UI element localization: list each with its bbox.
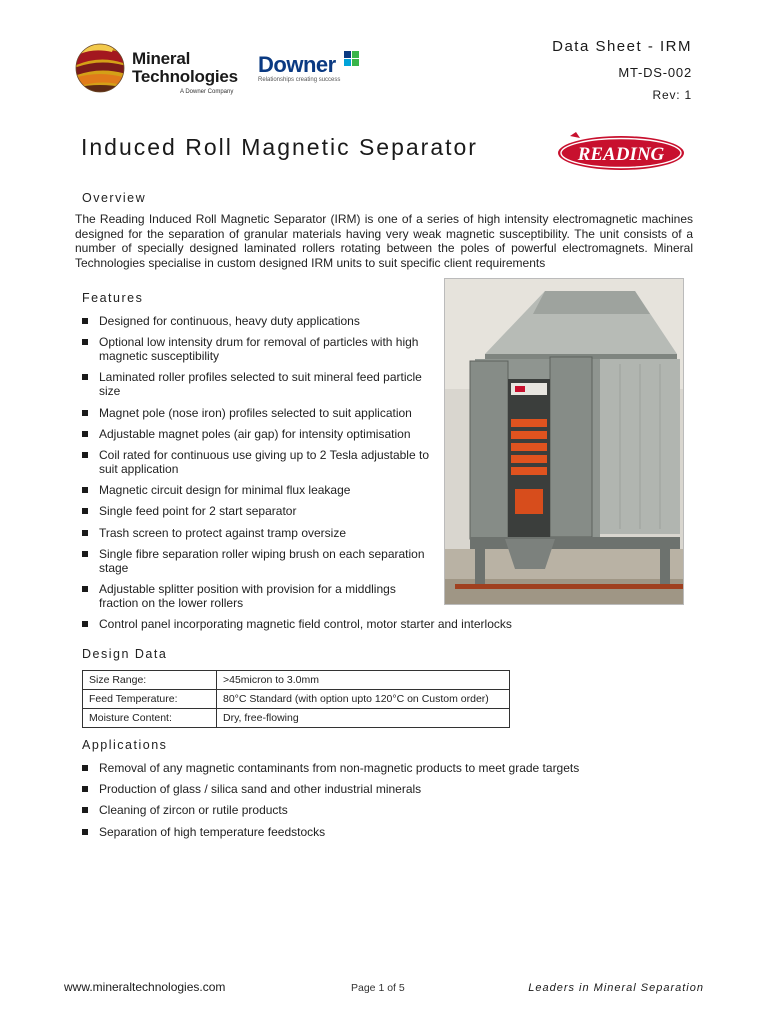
downer-square-icon [352,51,359,58]
table-cell-value: Dry, free-flowing [217,709,510,728]
mineral-technologies-logo [74,42,249,100]
feature-text: Magnet pole (nose iron) profiles selected to suit application [99,405,412,420]
bullet-icon [82,786,88,792]
document-meta [552,38,692,102]
table-cell-label: Moisture Content: [83,709,217,728]
bullet-icon [82,374,88,380]
doc-title: Data Sheet - IRM [552,38,692,55]
list-item [82,406,437,420]
application-text: Separation of high temperature feedstocks [99,824,326,839]
list-item [82,803,682,817]
brand-name-line2: Technologies [132,67,238,86]
table-cell-value: >45micron to 3.0mm [217,671,510,690]
bullet-icon [82,530,88,536]
bullet-icon [82,551,88,557]
page-number: Page 1 of 5 [351,982,405,994]
brand-subtitle: A Downer Company [180,89,234,95]
feature-text: Trash screen to protect against tramp oversize [99,525,346,540]
bullet-icon [82,410,88,416]
table-cell-value: 80°C Standard (with option upto 120°C on Custom order) [217,690,510,709]
downer-square-icon [352,59,359,66]
bullet-icon [82,586,88,592]
feature-text: Single feed point for 2 start separator [99,504,297,519]
list-item [82,825,682,839]
downer-wordmark: Downer [258,52,336,77]
downer-square-icon [344,51,351,58]
applications-heading: Applications [82,738,168,752]
application-text: Cleaning of zircon or rutile products [99,803,288,818]
application-text: Production of glass / silica sand and other industrial minerals [99,782,422,797]
globe-icon [74,42,126,94]
feature-text: Coil rated for continuous use giving up to 2 Tesla adjustable to suit application [99,447,429,476]
bullet-icon [82,621,88,627]
feature-text: Single fibre separation roller wiping brush on each separation stage [99,546,425,575]
application-text: Removal of any magnetic contaminants from non-magnetic products to meet grade targets [99,761,580,775]
bullet-icon [82,452,88,458]
reading-logo-text: READING [577,144,665,165]
bullet-icon [82,765,88,771]
feature-text: Laminated roller profiles selected to suit mineral feed particle size [99,370,422,399]
downer-square-icon [344,59,351,66]
table-row [83,709,510,728]
brand-name-line1: Mineral [132,49,191,68]
list-item [82,617,622,631]
doc-code: MT-DS-002 [618,65,692,80]
separator-machine-image [445,279,684,605]
bullet-icon [82,829,88,835]
list-item [82,504,437,518]
features-list [82,314,512,638]
list-item [82,370,437,398]
list-item [82,483,437,497]
table-cell-label: Size Range: [83,671,217,690]
feature-text: Magnetic circuit design for minimal flux leakage [99,483,351,498]
page-title: Induced Roll Magnetic Separator [81,134,478,160]
bullet-icon [82,508,88,514]
overview-text: The Reading Induced Roll Magnetic Separator (IRM) is one of a series of high intensity electromagnetic machines designed for the separation of granular materials having very weak magnetic susceptibility. The unit consists of a number of specially designed laminated rollers rotating between the poles of powerful electromagnets. Mineral Technologies specialise in custom designed IRM units to suit specific client requirements [75,212,693,270]
website-link[interactable]: www.mineraltechnologies.com [64,980,226,994]
feature-text: Control panel incorporating magnetic field control, motor starter and interlocks [99,617,512,632]
feature-text: Designed for continuous, heavy duty applications [99,314,360,328]
list-item [82,582,437,610]
design-data-heading: Design Data [82,647,168,661]
page-header [0,0,768,110]
feature-text: Optional low intensity drum for removal of particles with high magnetic susceptibility [99,335,419,364]
features-heading: Features [82,291,144,305]
footer-slogan: Leaders in Mineral Separation [528,982,704,994]
machine-photo [444,278,684,605]
table-cell-label: Feed Temperature: [83,690,217,709]
list-item [82,782,682,796]
list-item [82,448,437,476]
list-item [82,427,437,441]
brand-name [132,50,238,86]
downer-logo [258,54,368,94]
table-row [83,671,510,690]
bullet-icon [82,318,88,324]
downer-tagline: Relationships creating success [258,77,341,83]
bullet-icon [82,807,88,813]
bullet-icon [82,487,88,493]
doc-revision: Rev: 1 [652,88,692,102]
list-item [82,335,437,363]
list-item [82,314,437,328]
reading-logo [556,130,686,172]
list-item [82,761,682,775]
applications-list [82,761,682,846]
design-data-table [82,670,510,728]
table-row [83,690,510,709]
feature-text: Adjustable splitter position with provision for a middlings fraction on the lower rollers [99,581,396,610]
overview-heading: Overview [82,191,147,205]
list-item [82,547,437,575]
bullet-icon [82,431,88,437]
bullet-icon [82,339,88,345]
feature-text: Adjustable magnet poles (air gap) for intensity optimisation [99,426,411,441]
page-footer [0,980,768,1000]
list-item [82,526,437,540]
